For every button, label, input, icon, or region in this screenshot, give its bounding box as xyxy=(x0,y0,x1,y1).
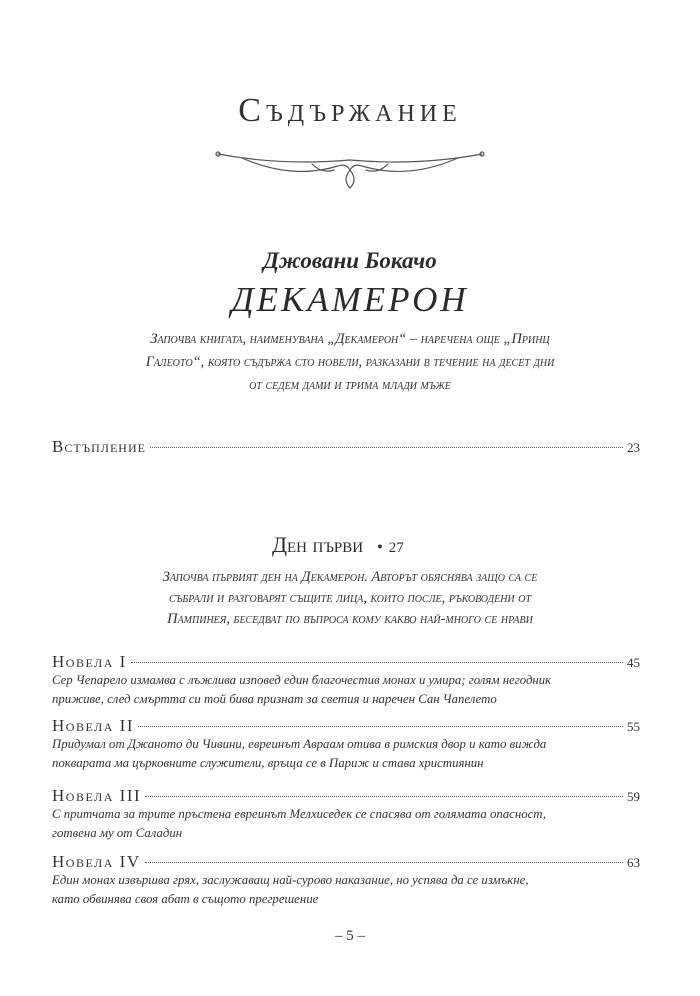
toc-page-number: 63 xyxy=(627,855,640,870)
toc-page-number: 23 xyxy=(627,440,640,455)
bullet: • xyxy=(377,539,383,556)
day-page-number: 27 xyxy=(388,540,404,556)
novella-description xyxy=(52,671,612,709)
flourish-ornament-icon xyxy=(212,136,488,192)
summary-line: Започва първият ден на Декамерон. Авторът обяснява защо са се xyxy=(162,569,538,585)
dot-leader xyxy=(138,725,623,727)
summary-line: Пампинея, беседват по въпроса кому какво най-много се нрави xyxy=(167,611,533,627)
desc-line: приживе, след смъртта си той бива признат за светия и наречен Сан Чапелето xyxy=(52,692,497,706)
page-number: – 5 – xyxy=(335,928,365,944)
summary-line: събрали и разговарят същите лица, които после, ръководени от xyxy=(168,590,532,606)
toc-label: Встъпление xyxy=(52,437,146,456)
desc-line: покварата ма църковните служители, връща се в Париж и става християнин xyxy=(52,756,484,770)
desc-line: като обвинява своя абат в същото прегрешение xyxy=(52,892,319,906)
desc-line: готвена му от Саладин xyxy=(52,826,183,840)
toc-page-number: 59 xyxy=(627,789,640,804)
subtitle-line: Галеото“, която съдържа сто новели, разказани в течение на десет дни xyxy=(145,354,555,370)
day-one-heading[interactable] xyxy=(272,532,404,558)
book-subtitle xyxy=(95,328,605,397)
dot-leader xyxy=(131,661,623,663)
subtitle-line: Започва книгата, наименувана „Декамерон“ – наречена още „Принц xyxy=(150,331,550,347)
novella-description xyxy=(52,805,612,843)
toc-label: Новела III xyxy=(52,786,142,805)
toc-page-number: 55 xyxy=(627,719,640,734)
toc-page-number: 45 xyxy=(627,655,640,670)
novella-description xyxy=(52,735,612,773)
toc-label: Новела I xyxy=(52,652,127,671)
novella-description xyxy=(52,871,612,909)
dot-leader xyxy=(150,446,623,448)
contents-heading: Съдържание xyxy=(238,92,462,129)
day-one-summary xyxy=(100,567,600,630)
toc-label: Новела II xyxy=(52,716,134,735)
book-title: ДЕКАМЕРОН xyxy=(231,280,469,319)
day-label: Ден първи xyxy=(272,532,364,557)
desc-line: Сер Чепарело измамва с лъжлива изповед един благочестив монах и умира; голям негодник xyxy=(52,673,552,687)
desc-line: С притчата за трите пръстена евреинът Мелхиседек се спасява от голямата опасност, xyxy=(52,807,547,821)
toc-label: Новела IV xyxy=(52,852,141,871)
desc-line: Придумал от Джаното ди Чивини, евреинът Авраам отива в римския двор и като вижда xyxy=(52,737,547,751)
subtitle-line: от седем дами и трима млади мъже xyxy=(249,377,451,393)
dot-leader xyxy=(145,861,623,863)
toc-entry-intro[interactable] xyxy=(52,437,640,461)
dot-leader xyxy=(145,795,623,797)
author-name: Джовани Бокачо xyxy=(263,248,437,273)
desc-line: Един монах извършва грях, заслужаващ най-сурово наказание, но успява да се измъкне, xyxy=(52,873,529,887)
